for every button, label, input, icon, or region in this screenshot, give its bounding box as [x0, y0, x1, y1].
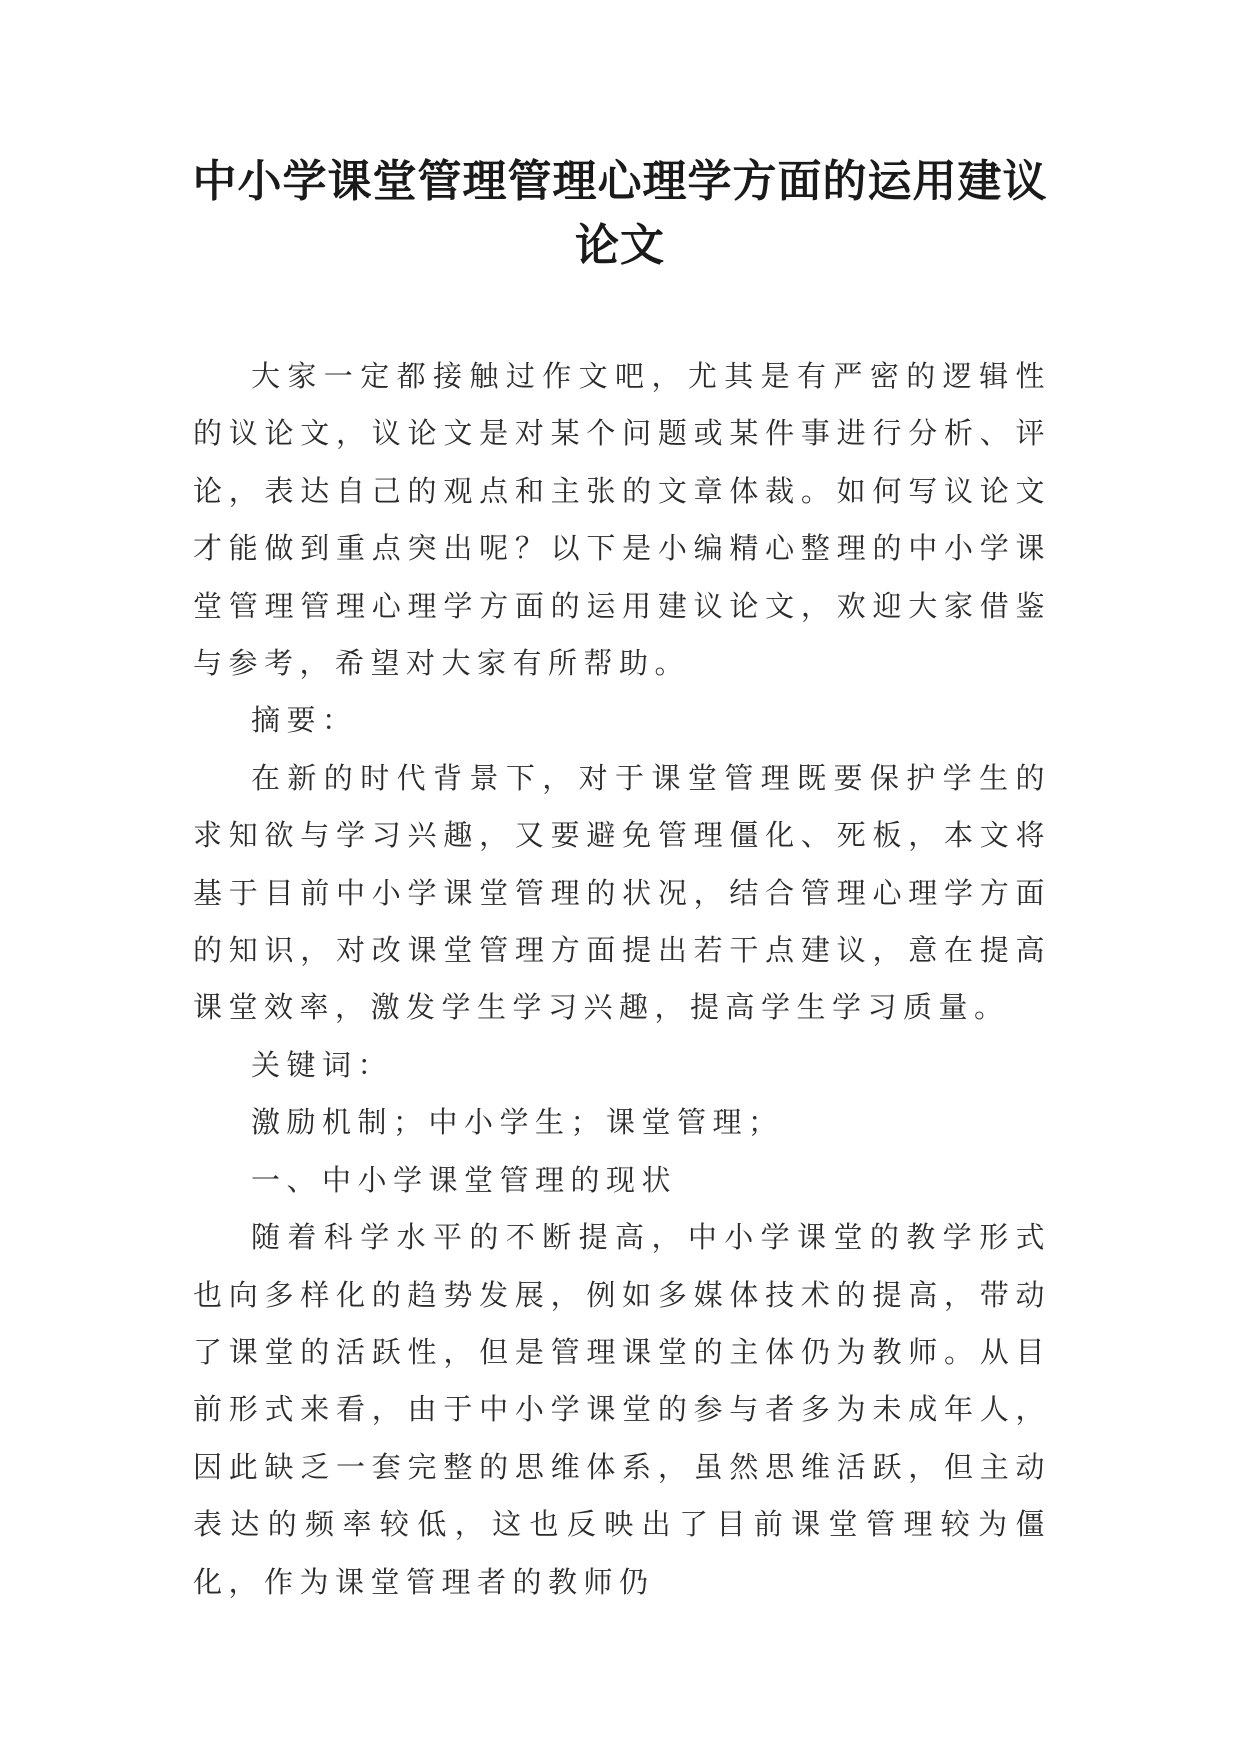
section-1-paragraph: 随着科学水平的不断提高，中小学课堂的教学形式也向多样化的趋势发展，例如多媒体技术的提高，带动了课堂的活跃性，但是管理课堂的主体仍为教师。从目前形式来看，由于中小学课堂的参与者多为未成年人，因此缺乏一套完整的思维体系，虽然思维活跃，但主动表达的频率较低，这也反映出了目前课堂管理较为僵化，作为课堂管理者的教师仍 — [193, 1220, 1051, 1599]
keywords-list: 激励机制；中小学生；课堂管理； — [251, 1105, 784, 1140]
document-title: 中小学课堂管理管理心理学方面的运用建议论文 — [192, 156, 1048, 271]
abstract-heading: 摘要： — [251, 703, 358, 738]
keywords-heading: 关键词： — [251, 1047, 394, 1082]
intro-paragraph: 大家一定都接触过作文吧，尤其是有严密的逻辑性的议论文，议论文是对某个问题或某件事进行分析、评论，表达自己的观点和主张的文章体裁。如何写议论文才能做到重点突出呢？以下是小编精心整理的中小学课堂管理管理心理学方面的运用建议论文，欢迎大家借鉴与参考，希望对大家有所帮助。 — [193, 359, 1051, 681]
abstract-paragraph: 在新的时代背景下，对于课堂管理既要保护学生的求知欲与学习兴趣，又要避免管理僵化、死板，本文将基于目前中小学课堂管理的状况，结合管理心理学方面的知识，对改课堂管理方面提出若干点建议，意在提高课堂效率，激发学生学习兴趣，提高学生学习质量。 — [193, 760, 1051, 1025]
document-body — [193, 348, 1051, 1611]
section-heading-1: 一、中小学课堂管理的现状 — [251, 1162, 678, 1197]
